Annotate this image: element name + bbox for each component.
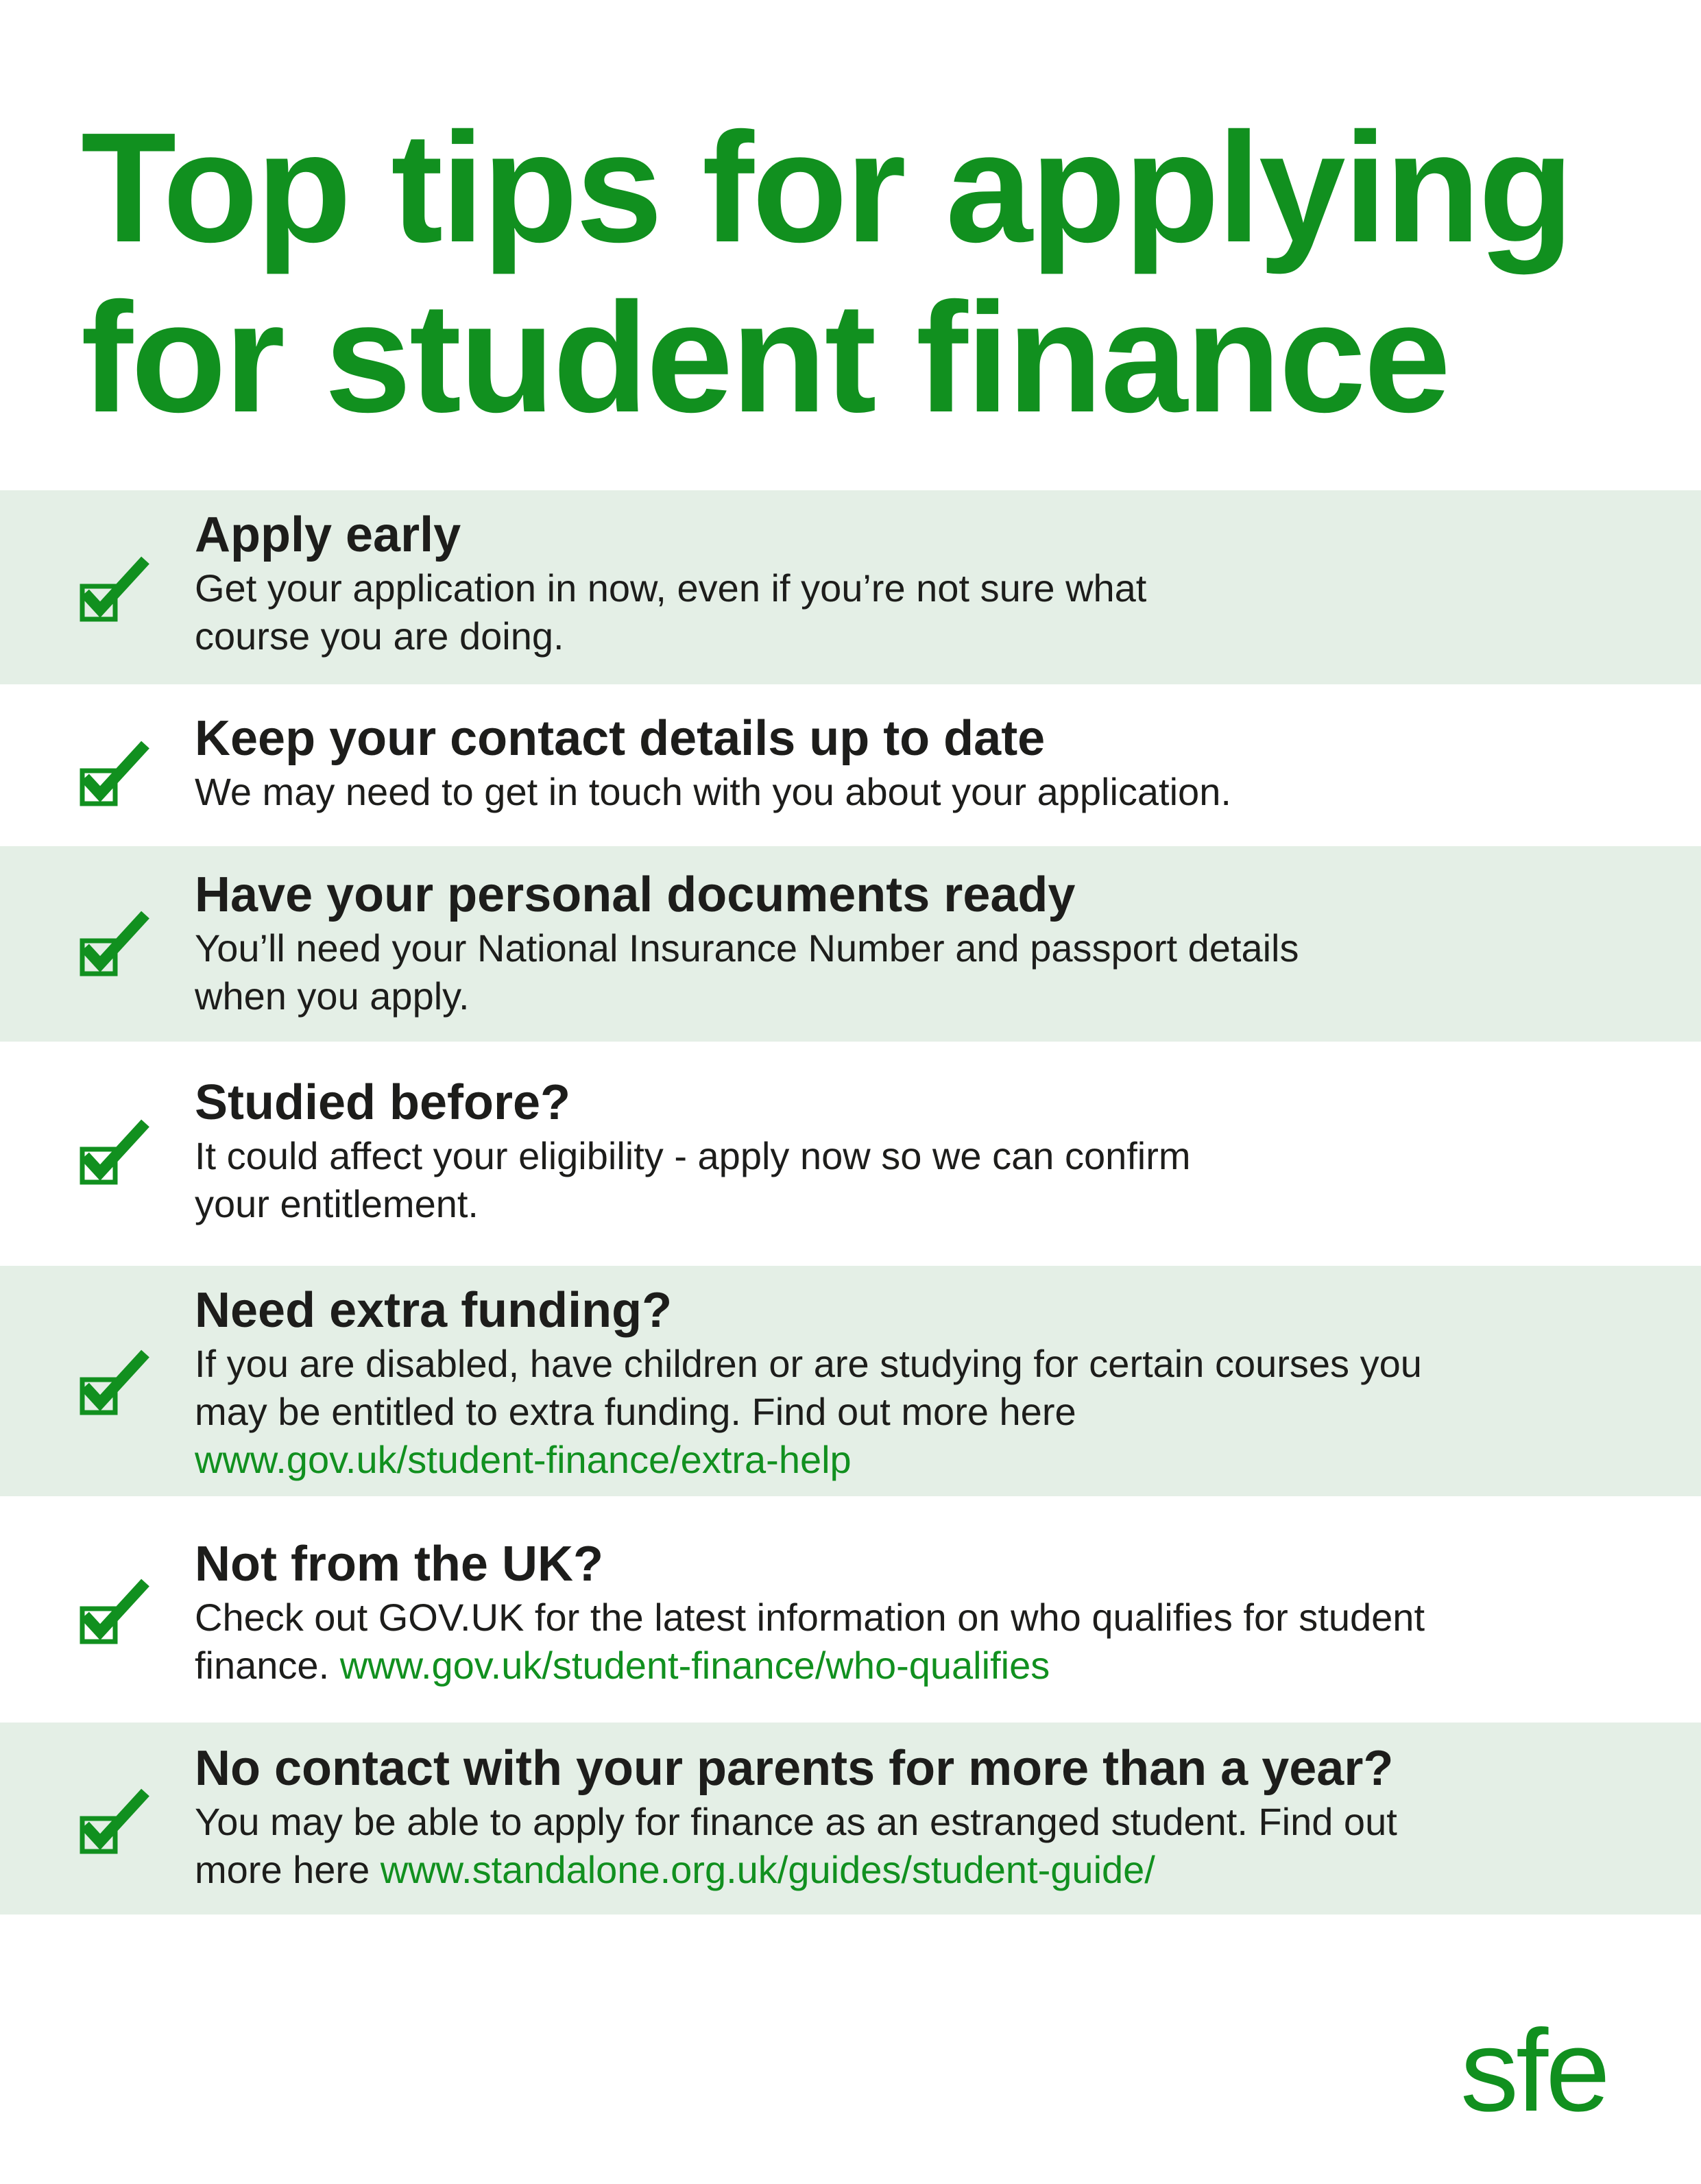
tip-heading: Need extra funding? bbox=[195, 1283, 673, 1338]
tip-apply-early bbox=[0, 490, 1701, 684]
tip-estranged-student bbox=[0, 1723, 1701, 1915]
tip-studied-before bbox=[0, 1042, 1701, 1266]
tip-description: You may be able to apply for finance as an estranged student. Find out more here www.standalone.org.uk/guides/student-guide/ bbox=[195, 1800, 1397, 1891]
tip-description: If you are disabled, have children or are studying for certain courses you may be entitled to extra funding. Find out more here www.gov.uk/student-finance/extra-help bbox=[195, 1342, 1422, 1481]
checkbox-tick-icon bbox=[77, 1783, 152, 1858]
tip-description: You’ll need your National Insurance Number and passport details when you apply. bbox=[195, 926, 1299, 1018]
tip-extra-funding bbox=[0, 1266, 1701, 1496]
tip-contact-details bbox=[0, 684, 1701, 846]
who-qualifies-link[interactable]: www.gov.uk/student-finance/who-qualifies bbox=[339, 1644, 1050, 1687]
checkbox-tick-icon bbox=[77, 905, 152, 981]
tip-heading: Have your personal documents ready bbox=[195, 867, 1076, 922]
page-title bbox=[81, 103, 1572, 443]
tip-not-from-uk bbox=[0, 1496, 1701, 1723]
checkbox-tick-icon bbox=[77, 1344, 152, 1419]
sfe-logo: sfe bbox=[1460, 2006, 1608, 2136]
checkbox-tick-icon bbox=[77, 551, 152, 626]
tip-heading: No contact with your parents for more than a year? bbox=[195, 1741, 1394, 1796]
checkbox-tick-icon bbox=[77, 1573, 152, 1648]
checkbox-tick-icon bbox=[77, 1114, 152, 1189]
tip-heading: Not from the UK? bbox=[195, 1537, 603, 1592]
tip-description: We may need to get in touch with you about your application. bbox=[195, 770, 1231, 813]
page-title-line-1: Top tips for applying bbox=[81, 101, 1572, 275]
extra-help-link[interactable]: www.gov.uk/student-finance/extra-help bbox=[195, 1438, 852, 1481]
tip-description: Get your application in now, even if you’re not sure what course you are doing. bbox=[195, 566, 1147, 658]
tip-description: It could affect your eligibility - apply now so we can confirm your entitlement. bbox=[195, 1134, 1191, 1225]
student-guide-link[interactable]: www.standalone.org.uk/guides/student-guide/ bbox=[380, 1848, 1155, 1891]
tip-heading: Apply early bbox=[195, 507, 461, 562]
tip-description: Check out GOV.UK for the latest information on who qualifies for student finance. www.gov.uk/student-finance/who-qualifies bbox=[195, 1596, 1425, 1687]
checkbox-tick-icon bbox=[77, 735, 152, 811]
tip-heading: Keep your contact details up to date bbox=[195, 711, 1046, 766]
page-title-line-2: for student finance bbox=[81, 271, 1449, 445]
tip-heading: Studied before? bbox=[195, 1075, 571, 1130]
tip-personal-documents bbox=[0, 846, 1701, 1042]
